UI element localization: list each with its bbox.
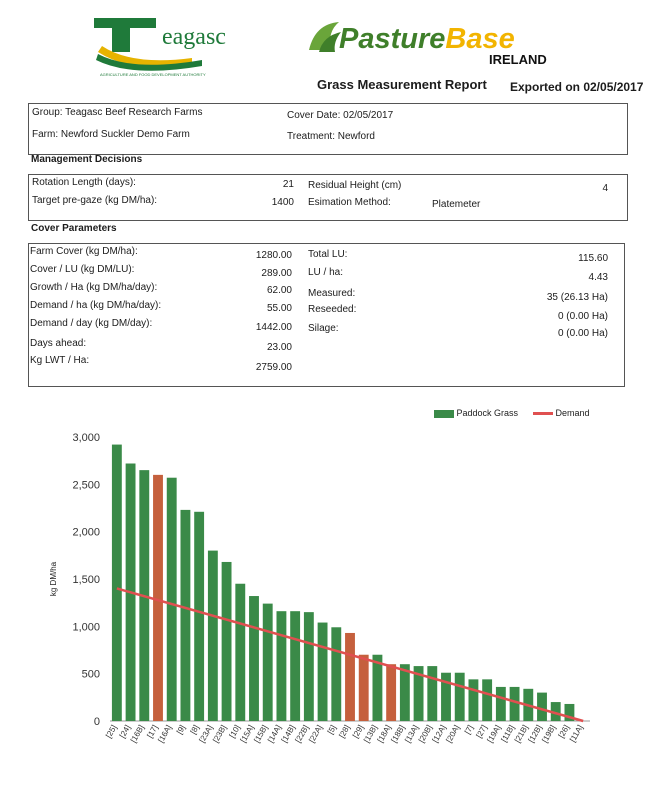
x-tick-label: [15B] xyxy=(252,723,270,745)
lu-ha-label: LU / ha: xyxy=(308,267,344,278)
cover-lu-value: 289.00 xyxy=(261,268,292,279)
bar xyxy=(208,551,218,721)
rotation-label: Rotation Length (days): xyxy=(32,177,136,188)
cover-title: Cover Parameters xyxy=(31,223,117,234)
y-tick-label: 1,500 xyxy=(72,574,100,586)
reseeded-label: Reseeded: xyxy=(308,304,357,315)
total-lu-value: 115.60 xyxy=(578,253,608,264)
y-tick-label: 3,000 xyxy=(72,432,100,444)
reseeded-value: 0 (0.00 Ha) xyxy=(557,311,608,322)
x-tick-label: [24] xyxy=(117,723,133,740)
cover-lu-label: Cover / LU (kg DM/LU): xyxy=(30,264,135,275)
kg-lwt-value: 2759.00 xyxy=(255,362,292,373)
legend-label-demand: Demand xyxy=(555,408,590,418)
bar xyxy=(468,679,478,721)
bar xyxy=(112,445,122,721)
measured-label: Measured: xyxy=(308,288,356,299)
exported-date: Exported on 02/05/2017 xyxy=(510,80,644,94)
x-tick-label: [11A] xyxy=(568,723,585,744)
y-tick-label: 1,000 xyxy=(72,621,100,634)
residual-label: Residual Height (cm) xyxy=(308,180,402,191)
bar xyxy=(359,655,369,721)
growth-value: 62.00 xyxy=(266,285,292,296)
residual-value: 4 xyxy=(602,183,608,194)
days-ahead-value: 23.00 xyxy=(266,342,292,353)
bar xyxy=(386,664,396,721)
x-tick-label: [25] xyxy=(104,723,119,740)
estimation-label: Esimation Method: xyxy=(308,197,391,208)
x-tick-label: [13A] xyxy=(403,723,421,745)
x-tick-label: [22B] xyxy=(293,723,311,745)
x-tick-label: [18A] xyxy=(375,723,393,745)
demand-day-label: Demand / day (kg DM/day): xyxy=(30,318,153,329)
x-tick-label: [18B] xyxy=(389,723,407,745)
management-title: Management Decisions xyxy=(31,154,143,165)
x-tick-label: [15A] xyxy=(238,723,256,745)
target-label: Target pre-gaze (kg DM/ha): xyxy=(32,195,158,206)
x-tick-label: [23B] xyxy=(211,723,229,745)
kg-lwt-label: Kg LWT / Ha: xyxy=(30,355,90,366)
y-axis-label: kg DM/ha xyxy=(49,561,58,597)
legend-label-grass: Paddock Grass xyxy=(456,408,519,418)
teagasc-tagline: AGRICULTURE AND FOOD DEVELOPMENT AUTHORITY xyxy=(100,72,206,77)
bar xyxy=(427,666,437,721)
bar xyxy=(290,611,300,721)
x-tick-label: [11B] xyxy=(499,723,517,744)
x-tick-label: [13B] xyxy=(362,723,380,745)
cover-date-label: Cover Date: 02/05/2017 xyxy=(287,110,394,121)
bar xyxy=(400,664,410,721)
target-value: 1400 xyxy=(271,197,294,208)
x-tick-label: [16B] xyxy=(128,723,147,745)
x-tick-label: [20A] xyxy=(444,723,462,745)
group-label: Group: Teagasc Beef Research Farms xyxy=(32,107,203,118)
total-lu-label: Total LU: xyxy=(308,249,348,260)
x-tick-label: [8] xyxy=(188,723,201,736)
days-ahead-label: Days ahead: xyxy=(30,338,87,349)
x-tick-label: [27] xyxy=(474,723,489,740)
bar xyxy=(276,611,286,721)
x-tick-label: [9] xyxy=(174,723,188,736)
x-tick-label: [29] xyxy=(350,723,366,740)
estimation-value: Platemeter xyxy=(432,199,481,210)
x-tick-label: [14B] xyxy=(279,723,297,745)
lu-ha-value: 4.43 xyxy=(588,272,608,283)
x-tick-label: [14A] xyxy=(266,723,284,745)
bar xyxy=(510,687,520,721)
x-tick-label: [19B] xyxy=(540,723,558,745)
bar xyxy=(235,584,245,721)
farm-label: Farm: Newford Suckler Demo Farm xyxy=(32,129,190,140)
treatment-label: Treatment: Newford xyxy=(287,131,375,142)
farm-cover-value: 1280.00 xyxy=(255,250,292,261)
x-tick-label: [12B] xyxy=(526,723,544,745)
x-tick-label: [21B] xyxy=(512,723,531,745)
pasturebase-sub: IRELAND xyxy=(489,52,547,66)
demand-day-value: 1442.00 xyxy=(255,322,292,333)
x-tick-label: [16A] xyxy=(156,723,174,745)
x-tick-label: [20B] xyxy=(416,723,435,745)
demand-ha-label: Demand / ha (kg DM/ha/day): xyxy=(30,300,162,311)
bar xyxy=(180,510,190,721)
bar xyxy=(318,623,328,721)
measured-value: 35 (26.13 Ha) xyxy=(546,292,608,303)
x-tick-label: [7] xyxy=(462,723,476,736)
bar xyxy=(249,596,259,721)
x-tick-label: [28] xyxy=(337,723,352,740)
bar xyxy=(345,633,355,721)
x-tick-label: [19A] xyxy=(485,723,503,745)
bar xyxy=(537,693,547,721)
silage-label: Silage: xyxy=(308,323,339,334)
bar xyxy=(304,612,314,721)
y-tick-label: 0 xyxy=(93,716,100,728)
teagasc-logo xyxy=(92,14,267,78)
bar xyxy=(482,679,492,721)
demand-ha-value: 55.00 xyxy=(266,303,292,314)
silage-value: 0 (0.00 Ha) xyxy=(557,328,608,339)
x-tick-label: [10] xyxy=(227,723,243,740)
bar xyxy=(331,627,341,721)
bar xyxy=(455,673,465,721)
bar xyxy=(496,687,506,721)
report-title: Grass Measurement Report xyxy=(317,77,487,92)
pasturebase-logo xyxy=(305,18,555,66)
rotation-value: 21 xyxy=(282,179,294,190)
y-tick-label: 2,500 xyxy=(72,479,100,492)
x-tick-label: [5] xyxy=(325,723,339,736)
growth-label: Growth / Ha (kg DM/ha/day): xyxy=(30,282,158,293)
x-tick-label: [23A] xyxy=(197,723,215,745)
x-tick-label: [17] xyxy=(145,723,160,740)
pasturebase-name: PastureBase xyxy=(339,23,515,55)
y-tick-label: 500 xyxy=(81,668,100,681)
teagasc-name: eagasc xyxy=(162,24,226,50)
y-tick-label: 2,000 xyxy=(72,526,100,539)
paddock-cover-chart xyxy=(0,395,653,794)
bar xyxy=(222,562,232,721)
bar xyxy=(263,604,273,721)
farm-cover-label: Farm Cover (kg DM/ha): xyxy=(30,246,138,257)
x-tick-label: [26] xyxy=(556,723,572,740)
x-tick-label: [22A] xyxy=(307,723,325,745)
x-tick-label: [12A] xyxy=(430,723,448,745)
bar xyxy=(167,478,177,721)
bar xyxy=(194,512,204,721)
